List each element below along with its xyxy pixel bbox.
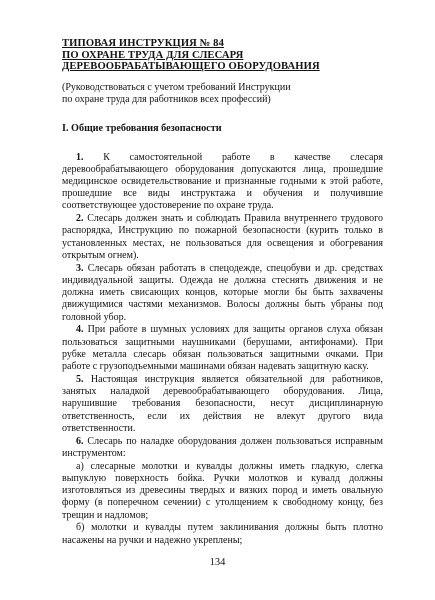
paragraph-text: Слесарь должен знать и соблюдать Правила внутреннего трудового распорядка, Инструкцию по пожарной безопасности (курить только в установленных местах, не пользоваться для освещения и обогревания открытым огнем). (62, 213, 384, 261)
paragraph-4 (62, 324, 383, 373)
paragraph-text: а) слесарные молотки и кувалды должны иметь гладкую, слегка выпуклую поверхность бойка. Ручки молотков и кувалд должны изготовляться из древесины твердых и вязких пород и иметь овальную форму (в поперечном сечении) с утолщением к свободному концу, без трещин и надломов; (62, 460, 383, 521)
document-page (62, 38, 383, 548)
paragraph-text: Слесарь обязан работать в спецодежде, спецобуви и др. средствах индивидуальной защиты. Одежда не должна стеснять движения и не должна иметь свисающих концов, которые могли бы быть захвачены движущимися частями механизмов. Волосы должны быть убраны под головной убор. (62, 262, 383, 323)
paragraph-5 (62, 374, 383, 435)
subitem-a (62, 461, 383, 522)
paragraph-text: К самостоятельной работе в качестве слесаря деревообрабатывающего оборудования допускаются лица, прошедшие медицинское освидетельствование и признанные годными к этой работе, прошедшие все виды инструктажа и обучения и получившие соответствующее удостоверение по охране труда. (62, 151, 384, 212)
title-line: ТИПОВАЯ ИНСТРУКЦИЯ № 84 (62, 38, 224, 49)
title-line: ПО ОХРАНЕ ТРУДА ДЛЯ СЛЕСАРЯ (62, 49, 244, 61)
paragraph-text: При работе в шумных условиях для защиты органов слуха обязан пользоваться защитными наушниками (берушами, антифонами). При рубке металла слесарь обязан пользоваться защитными очками. При работе с грузоподъемными машинами обязан надевать защитную каску. (62, 324, 383, 373)
title-line: ДЕРЕВООБРАБАТЫВАЮЩЕГО ОБОРУДОВАНИЯ (62, 61, 320, 72)
paragraph-text: Настоящая инструкция является обязательной для работников, занятых наладкой деревообрабатывающего оборудования. Лица, нарушившие требования безопасности, несут дисциплинарную ответственность, если их действия не влекут другого вида ответственности. (62, 373, 383, 434)
paragraph-text: б) молотки и кувалды путем заклинивания должны быть плотно насажены на ручки и надежно укреплены; (62, 522, 383, 546)
page-number: 134 (209, 557, 226, 568)
paragraph-number: 4. (76, 324, 84, 336)
paragraph-number: 2. (76, 213, 84, 225)
paragraph-text: Слесарь по наладке оборудования должен пользоваться исправным инструментом: (62, 435, 384, 459)
section-body (62, 152, 383, 547)
section-heading: I. Общие требования безопасности (62, 122, 222, 134)
paragraph-number: 3. (76, 262, 84, 274)
note-line: (Руководствоваться с учетом требований Инструкции (62, 81, 291, 93)
paragraph-number: 6. (76, 435, 84, 447)
paragraph-number: 5. (76, 373, 84, 385)
subitem-b (62, 522, 383, 546)
guidance-note (62, 82, 383, 106)
document-title (62, 38, 383, 73)
paragraph-2 (62, 213, 383, 262)
note-line: по охране труда для работников всех профессий) (62, 93, 271, 105)
paragraph-number: 1. (76, 151, 84, 163)
paragraph-1 (62, 152, 383, 213)
paragraph-6 (62, 436, 383, 460)
paragraph-3 (62, 263, 383, 324)
